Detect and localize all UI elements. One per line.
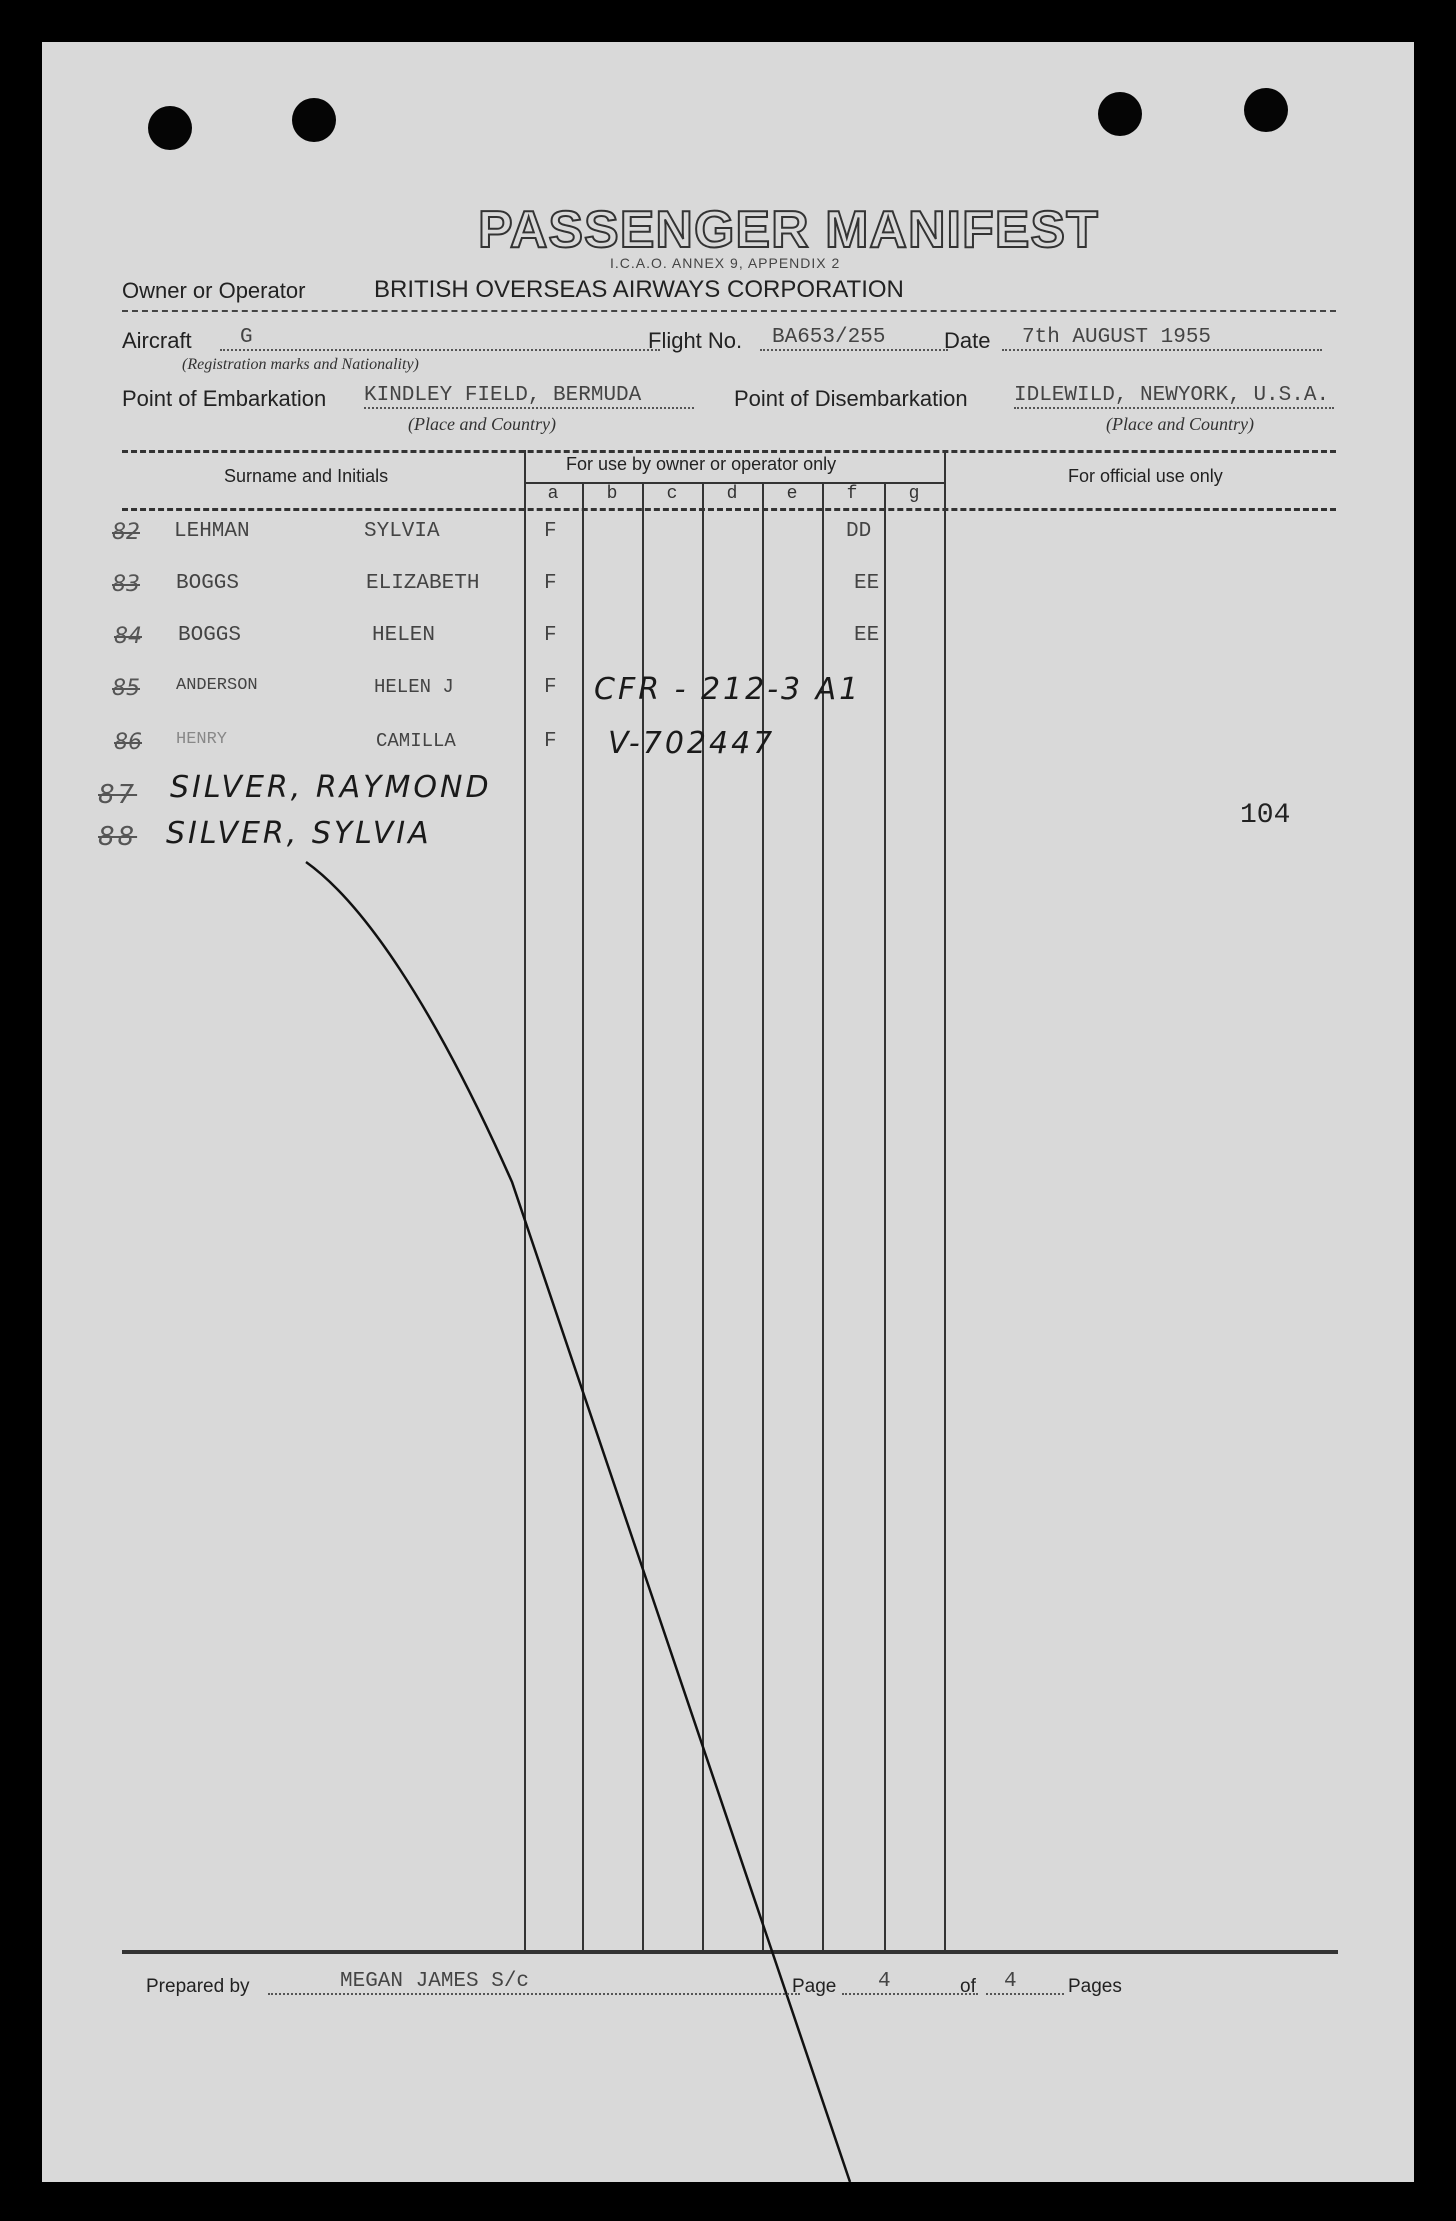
row-number: 85 bbox=[112, 676, 140, 701]
row-col-f: DD bbox=[846, 520, 872, 543]
prepared-label: Prepared by bbox=[146, 1976, 250, 1997]
subcol-g: g bbox=[908, 484, 920, 504]
row-col-f: EE bbox=[854, 572, 880, 595]
embarkation-value: KINDLEY FIELD, BERMUDA bbox=[364, 384, 694, 409]
row-number: 88 bbox=[98, 822, 138, 852]
row-number: 86 bbox=[114, 730, 142, 755]
disembarkation-label: Point of Disembarkation bbox=[734, 386, 968, 411]
row-number: 82 bbox=[112, 520, 140, 545]
pages-label: Pages bbox=[1068, 1976, 1122, 1997]
row-given: HELEN bbox=[372, 624, 436, 647]
subcol-c: c bbox=[666, 484, 678, 504]
subcol-f: f bbox=[846, 484, 858, 504]
row-surname: LEHMAN bbox=[174, 520, 250, 543]
of-value: 4 bbox=[986, 1970, 1064, 1995]
embarkation-caption: (Place and Country) bbox=[408, 414, 556, 434]
subcol-d: d bbox=[726, 484, 738, 504]
row-col-a: F bbox=[544, 730, 557, 753]
row-col-a: F bbox=[544, 520, 557, 543]
col-owner-header: For use by owner or operator only bbox=[566, 454, 837, 474]
manifest-sheet bbox=[42, 42, 1414, 2182]
date-value: 7th AUGUST 1955 bbox=[1002, 326, 1322, 351]
row-surname: HENRY bbox=[176, 730, 228, 749]
pen-stroke bbox=[42, 42, 1414, 2182]
row-col-a: F bbox=[544, 676, 557, 699]
aircraft-label: Aircraft bbox=[122, 328, 192, 353]
row-col-f: EE bbox=[854, 624, 880, 647]
row-given: SYLVIA bbox=[364, 520, 440, 543]
subcol-e: e bbox=[786, 484, 798, 504]
page-label: Page bbox=[792, 1976, 837, 1997]
embarkation-label: Point of Embarkation bbox=[122, 386, 327, 411]
row-col-a: F bbox=[544, 624, 557, 647]
row-number: 87 bbox=[98, 780, 138, 810]
row-number: 84 bbox=[114, 624, 142, 649]
aircraft-caption: (Registration marks and Nationality) bbox=[182, 356, 419, 373]
handwritten-name: SILVER, RAYMOND bbox=[170, 770, 492, 805]
flight-label: Flight No. bbox=[648, 328, 743, 353]
prepared-value: MEGAN JAMES S/c bbox=[268, 1970, 800, 1995]
subcol-a: a bbox=[547, 484, 559, 504]
handwritten-note: CFR - 212-3 A1 bbox=[594, 672, 862, 707]
row-surname: BOGGS bbox=[178, 624, 242, 647]
owner-label: Owner or Operator bbox=[122, 278, 306, 303]
row-number: 83 bbox=[112, 572, 140, 597]
disembarkation-caption: (Place and Country) bbox=[1106, 414, 1254, 434]
flight-value: BA653/255 bbox=[760, 326, 948, 351]
col-surname-header: Surname and Initials bbox=[224, 466, 389, 486]
handwritten-name: SILVER, SYLVIA bbox=[166, 816, 432, 851]
page-value: 4 bbox=[842, 1970, 978, 1995]
row-given: ELIZABETH bbox=[366, 572, 480, 595]
page-title: PASSENGER MANIFEST bbox=[478, 201, 1099, 259]
aircraft-value: G bbox=[220, 326, 660, 351]
official-number: 104 bbox=[1240, 800, 1291, 831]
page-subtitle: I.C.A.O. ANNEX 9, APPENDIX 2 bbox=[610, 255, 841, 271]
row-surname: BOGGS bbox=[176, 572, 240, 595]
row-given: HELEN J bbox=[374, 676, 454, 698]
of-label: of bbox=[960, 1976, 976, 1997]
row-col-a: F bbox=[544, 572, 557, 595]
handwritten-note: V-702447 bbox=[608, 726, 776, 761]
owner-value: BRITISH OVERSEAS AIRWAYS CORPORATION bbox=[374, 276, 904, 303]
subcol-b: b bbox=[606, 484, 618, 504]
row-surname: ANDERSON bbox=[176, 676, 258, 695]
disembarkation-value: IDLEWILD, NEWYORK, U.S.A. bbox=[1014, 384, 1334, 409]
col-official-header: For official use only bbox=[1068, 466, 1223, 486]
date-label: Date bbox=[944, 328, 991, 353]
row-given: CAMILLA bbox=[376, 730, 456, 752]
